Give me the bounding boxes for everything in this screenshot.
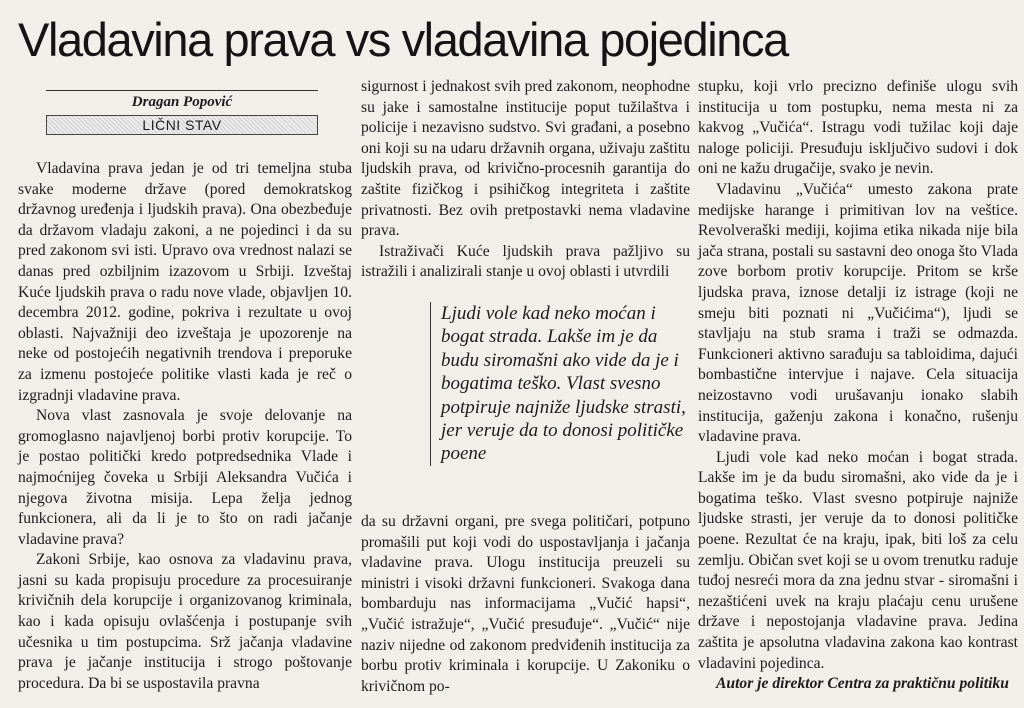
paragraph: sigurnost i jednakost svih pred zakonom, neophodne su jake i samostalne institucije poput tužilaštva i policije i nezavisno sudstvo. Svi građani, a posebno oni koji su na udaru državnih organa, uživaju zaštitu ljudskih prava, od krivično-procesnih garantija do zaštite fizičkog i psihičkog integriteta i zaštite privatnosti. Bez ovih pretpostavki nema vladavine prava. xyxy=(361,78,690,240)
column-2-top xyxy=(361,77,690,283)
rubric-label: LIČNI STAV xyxy=(46,115,318,135)
paragraph: Vladavinu „Vučića“ umesto zakona prate medijske harange i primitivan lov na veštice. Revolveraški mediji, kojima etika nikada nije bila jača strana, postali su sastavni deo onoga što Vlada zove borbom protiv korupcije. Pritom se krše ljudska prava, iznose detalji iz istrage (koji ne smeju biti poznati ni „Vučićima“), ljudi se stavljaju na stub srama i traži se odmazda. Funkcioneri aktivno sarađuju sa tabloidima, dajući bombastične intervjue i najave. Cela situacija neizostavno vodi urušavanju ionako slabih institucija, gaženju zakona i konačno, rušenju vladavine prava. xyxy=(698,180,1018,446)
article-headline: Vladavina prava vs vladavina pojedinca xyxy=(18,13,788,66)
paragraph: Istraživači Kuće ljudskih prava pažljivo su istražili i analizirali stanje u ovoj oblasti i utvrdili xyxy=(361,242,690,281)
paragraph: Ljudi vole kad neko moćan i bogat strada. Lakše im je da budu siromašni, ako vide da je i bogatima teško. Vlast svesno potpiruje najniže ljudske strasti, jer veruje da to donosi političke poene. Rezultat će na kraju, ipak, biti loš za celu zemlju. Običan svet koji se u ovom trenutku raduje tuđoj nesreći mora da zna jednu stvar - siromašni i nezaštićeni uvek na kraju plaćaju cenu urušene države i nepostojanja vladavine prava. Jedina zaštita je apsolutna vladavina zakona kao kontrast vladavini pojedinca. xyxy=(698,448,1018,672)
column-1 xyxy=(18,159,352,694)
paragraph: stupku, koji vrlo precizno definiše ulogu svih institucija u tom postupku, nema mesta ni za kakvog „Vučića“. Istragu vodi tužilac koji daje naloge policiji. Presuđuju isključivo sudovi i dok oni ne kažu drugačije, svako je nevin. xyxy=(698,78,1018,178)
author-note: Autor je direktor Centra za praktičnu politiku xyxy=(716,675,1009,693)
column-2-bottom xyxy=(361,512,690,697)
paragraph: da su državni organi, pre svega političari, potpuno promašili put koji vodi do uspostavljanja i jačanja vladavine prava. Ulogu institucija preuzeli su ministri i visoki državni funkcioneri. Svakoga dana bombarduju nas informacijama „Vučić hapsi“, „Vučić istražuje“, „Vučić presuđuje“. „Vučić“ nije naziv nijedne od zakonom predviđenih institucija za borbu protiv kriminala i korupcije. U Zakoniku o krivičnom po- xyxy=(361,513,690,695)
paragraph: Zakoni Srbije, kao osnova za vladavinu prava, jasni su kada propisuju procedure za procesuiranje krivičnih dela korupcije i organizovanog kriminala, kao i kada opisuju ovlašćenja i postupanje svih učesnika u tim postupcima. Srž jačanja vladavine prava je jačanje institucija i strogo poštovanje procedura. Da bi se uspostavila pravna xyxy=(18,551,352,692)
paragraph: Vladavina prava jedan je od tri temeljna stuba svake moderne države (pored demokratskog državnog uređenja i ljudskih prava). Ona obezbeđuje da državom vladaju zakoni, a ne pojedinci i da su pred zakonom svi isti. Upravo ova vrednost nalazi se danas pred ozbiljnim izazovom u Srbiji. Izveštaj Kuće ljudskih prava o radu nove vlade, objavljen 10. decembra 2012. godine, pokriva i rezultate u ovoj oblasti. Najvažniji deo izveštaja je upozorenje na neke od postojećih negativnih trendova i preporuke za izmenu postojeće politike vlasti kada je reč o izgradnji vladavine prava. xyxy=(18,160,352,404)
author-name: Dragan Popović xyxy=(131,94,233,110)
column-3 xyxy=(698,77,1018,695)
byline xyxy=(46,90,318,135)
pull-quote: Ljudi vole kad neko moćan i bogat strada. Lakše im je da budu siromašni ako vide da je i bogatima teško. Vlast svesno potpiruje najniže ljudske strasti, jer veruje da to donosi političke poene xyxy=(430,302,693,466)
paragraph: Nova vlast zasnovala je svoje delovanje na gromoglasno najavljenoj borbi protiv korupcije. To je postao politički kredo potpredsednika Vlade i najmoćnijeg čoveka u Srbiji Aleksandra Vučića i njegova životna misija. Lepa želja jednog funkcionera, ali da li je to što on radi jačanje vladavine prava? xyxy=(18,407,352,548)
